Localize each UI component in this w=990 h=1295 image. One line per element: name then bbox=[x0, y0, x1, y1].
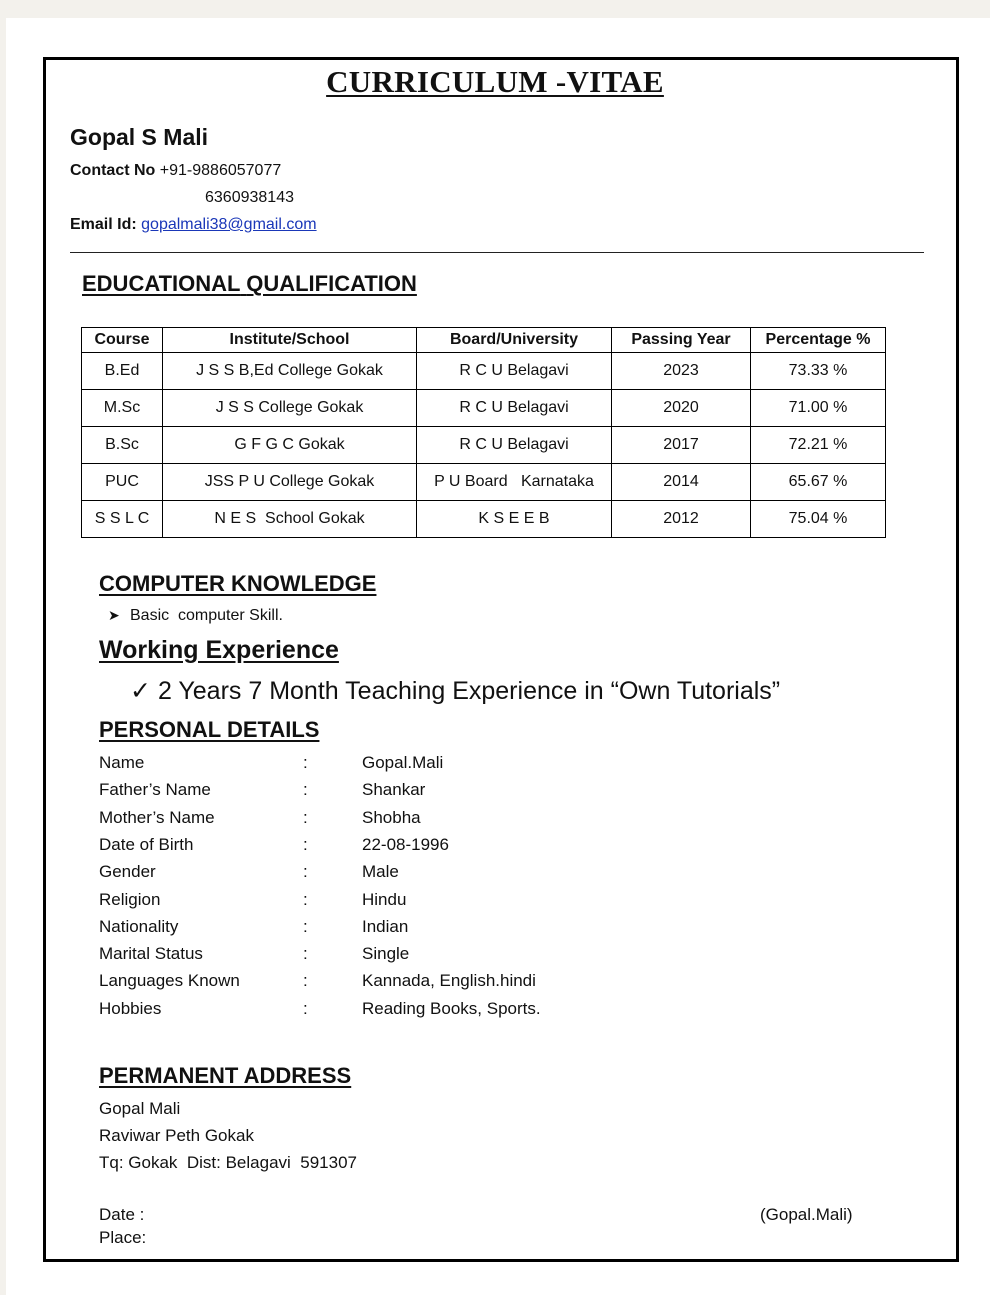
personal-value: Kannada, English.hindi bbox=[362, 971, 536, 990]
candidate-name: Gopal S Mali bbox=[70, 124, 209, 150]
personal-value: Single bbox=[362, 944, 410, 963]
experience-item bbox=[130, 676, 780, 706]
email-link[interactable]: gopalmali38@gmail.com bbox=[141, 216, 317, 233]
personal-value: Hindu bbox=[362, 890, 407, 909]
column-header: Percentage % bbox=[751, 328, 886, 353]
table-cell: R C U Belagavi bbox=[417, 390, 612, 427]
email-line bbox=[70, 216, 317, 234]
checkmark-icon: ✓ bbox=[130, 677, 151, 705]
table-cell: B.Ed bbox=[82, 353, 163, 390]
personal-value: Male bbox=[362, 862, 399, 881]
computer-heading: COMPUTER KNOWLEDGE bbox=[99, 571, 377, 596]
personal-value: Shankar bbox=[362, 780, 426, 799]
contact-label: Contact No bbox=[70, 162, 156, 179]
column-header: Course bbox=[82, 328, 163, 353]
personal-value: Indian bbox=[362, 917, 409, 936]
column-header: Board/University bbox=[417, 328, 612, 353]
table-cell: J S S B,Ed College Gokak bbox=[163, 353, 417, 390]
education-heading: EDUCATIONAL QUALIFICATION bbox=[82, 271, 417, 296]
personal-separator: : bbox=[303, 835, 308, 854]
education-table bbox=[81, 327, 886, 538]
personal-label: Religion bbox=[99, 890, 161, 909]
personal-separator: : bbox=[303, 944, 308, 963]
table-cell: G F G C Gokak bbox=[163, 427, 417, 464]
table-row bbox=[82, 501, 886, 538]
table-cell: S S L C bbox=[82, 501, 163, 538]
personal-label: Father’s Name bbox=[99, 780, 211, 799]
personal-value: Reading Books, Sports. bbox=[362, 999, 541, 1018]
personal-separator: : bbox=[303, 890, 308, 909]
table-row bbox=[82, 464, 886, 501]
table-cell: 71.00 % bbox=[751, 390, 886, 427]
signature: (Gopal.Mali) bbox=[760, 1205, 853, 1224]
table-cell: 2023 bbox=[612, 353, 751, 390]
table-cell: 65.67 % bbox=[751, 464, 886, 501]
personal-separator: : bbox=[303, 917, 308, 936]
personal-value: Gopal.Mali bbox=[362, 753, 444, 772]
personal-label: Nationality bbox=[99, 917, 179, 936]
arrow-bullet-icon: ➤ bbox=[108, 607, 120, 623]
email-label: Email Id: bbox=[70, 216, 137, 233]
personal-label: Languages Known bbox=[99, 971, 240, 990]
table-cell: R C U Belagavi bbox=[417, 427, 612, 464]
table-cell: M.Sc bbox=[82, 390, 163, 427]
personal-label: Hobbies bbox=[99, 999, 162, 1018]
header-divider bbox=[70, 252, 924, 253]
contact-line bbox=[70, 162, 281, 180]
table-cell: PUC bbox=[82, 464, 163, 501]
place-label: Place: bbox=[99, 1228, 147, 1247]
personal-value: Shobha bbox=[362, 808, 421, 827]
personal-separator: : bbox=[303, 808, 308, 827]
table-cell: 2017 bbox=[612, 427, 751, 464]
table-cell: 73.33 % bbox=[751, 353, 886, 390]
table-cell: 2014 bbox=[612, 464, 751, 501]
personal-label: Marital Status bbox=[99, 944, 203, 963]
table-row bbox=[82, 353, 886, 390]
personal-label: Date of Birth bbox=[99, 835, 194, 854]
contact-secondary: 6360938143 bbox=[205, 189, 294, 206]
experience-item-text: 2 Years 7 Month Teaching Experience in “Own Tutorials” bbox=[158, 677, 781, 705]
experience-heading: Working Experience bbox=[99, 636, 339, 664]
personal-label: Name bbox=[99, 753, 145, 772]
address-line: Tq: Gokak Dist: Belagavi 591307 bbox=[99, 1153, 357, 1172]
table-cell: J S S College Gokak bbox=[163, 390, 417, 427]
column-header: Passing Year bbox=[612, 328, 751, 353]
address-heading: PERMANENT ADDRESS bbox=[99, 1063, 352, 1088]
address-line: Raviwar Peth Gokak bbox=[99, 1126, 254, 1145]
table-cell: 2020 bbox=[612, 390, 751, 427]
personal-separator: : bbox=[303, 753, 308, 772]
address-line: Gopal Mali bbox=[99, 1099, 181, 1118]
table-cell: 2012 bbox=[612, 501, 751, 538]
contact-primary: +91-9886057077 bbox=[159, 162, 282, 179]
column-header: Institute/School bbox=[163, 328, 417, 353]
personal-label: Gender bbox=[99, 862, 156, 881]
date-label: Date : bbox=[99, 1205, 145, 1224]
personal-separator: : bbox=[303, 971, 308, 990]
table-cell: N E S School Gokak bbox=[163, 501, 417, 538]
computer-item bbox=[108, 607, 283, 625]
education-table-header bbox=[82, 328, 886, 353]
document-title: CURRICULUM -VITAE bbox=[326, 64, 664, 99]
table-cell: P U Board Karnataka bbox=[417, 464, 612, 501]
personal-separator: : bbox=[303, 999, 308, 1018]
table-row bbox=[82, 390, 886, 427]
personal-value: 22-08-1996 bbox=[362, 835, 449, 854]
table-cell: 72.21 % bbox=[751, 427, 886, 464]
table-cell: 75.04 % bbox=[751, 501, 886, 538]
personal-separator: : bbox=[303, 780, 308, 799]
personal-label: Mother’s Name bbox=[99, 808, 215, 827]
personal-heading: PERSONAL DETAILS bbox=[99, 717, 320, 742]
table-cell: K S E E B bbox=[417, 501, 612, 538]
personal-separator: : bbox=[303, 862, 308, 881]
table-cell: R C U Belagavi bbox=[417, 353, 612, 390]
computer-item-text: Basic computer Skill. bbox=[130, 607, 283, 624]
table-cell: JSS P U College Gokak bbox=[163, 464, 417, 501]
table-row bbox=[82, 427, 886, 464]
table-cell: B.Sc bbox=[82, 427, 163, 464]
